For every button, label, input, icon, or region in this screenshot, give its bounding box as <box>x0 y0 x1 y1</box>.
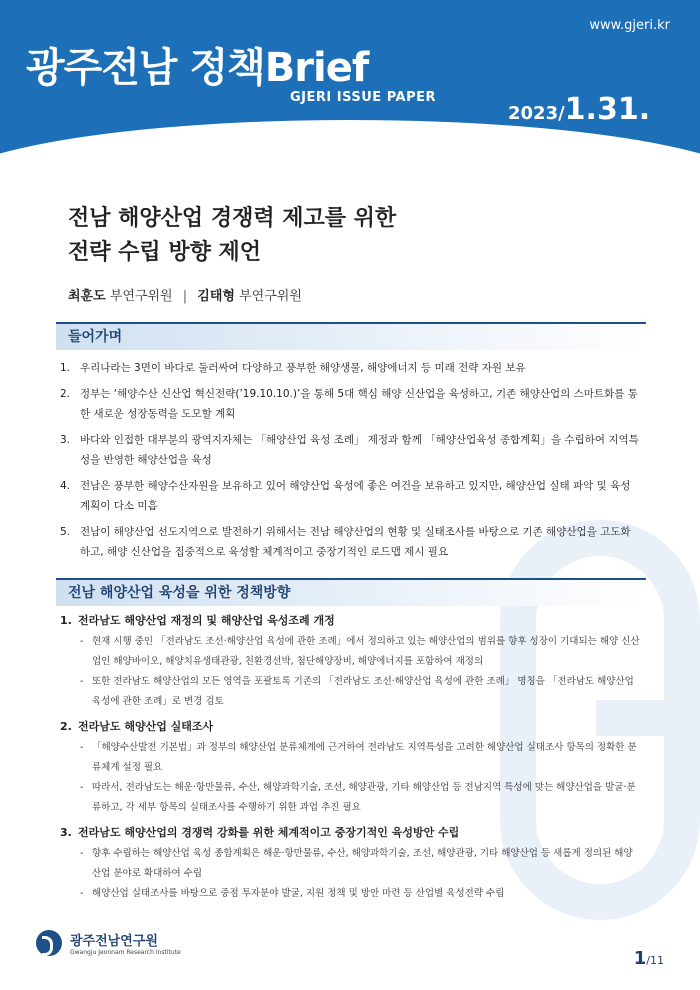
brand-title: 광주전남 정책Brief <box>26 45 369 91</box>
policy-sub-item-text: 현재 시행 중인 「전라남도 조선·해양산업 육성에 관한 조례」에서 정의하고 있는 해양산업의 범위를 향후 성장이 기대되는 해양 신산업인 해양바이오, 해양치유생태관광, 친환경선박, 첨단해양장비, 해양에너지를 포함하여 재정의 <box>92 636 640 667</box>
policy-list <box>60 610 640 908</box>
section-policy-title: 전남 해양산업 육성을 위한 정책방향 <box>68 585 291 601</box>
policy-sub-item: - 따라서, 전라남도는 해운·항만물류, 수산, 해양과학기술, 조선, 해양관광, 기타 해양산업 등 전남지역 특성에 맞는 해양산업을 발굴·분류하고, 각 세부 항목의 실태조사를 수행하기 위한 과업 추진 필요 <box>80 782 636 813</box>
policy-sub-item-text: 또한 전라남도 해양산업의 모든 영역을 포괄토록 기존의 「전라남도 조선·해양산업 육성에 관한 조례」 명칭을 「전라남도 해양산업 육성에 관한 조례」로 변경 검토 <box>92 676 634 707</box>
list-item-text: 바다와 인접한 대부분의 광역지자체는 「해양산업 육성 조례」 제정과 함께 「해양산업육성 종합계획」을 수립하여 지역특성을 반영한 해양산업을 육성 <box>80 434 639 466</box>
meta-issuer: · 발행인 | 박재영 <box>284 147 352 157</box>
policy-item <box>60 716 640 818</box>
document-title-line-1: 전남 해양산업 경쟁력 제고를 위한 <box>68 206 397 231</box>
contact-info <box>468 141 683 165</box>
publication-meta <box>26 144 490 157</box>
list-item-text: 정부는 ‘해양수산 신산업 혁신전략(’19.10.10.)’을 통해 5대 핵심 해양 신산업을 육성하고, 기존 해양산업의 스마트화를 통한 새로운 성장동력을 도모할 계획 <box>80 388 638 420</box>
list-item-text: 전남이 해양산업 선도지역으로 발전하기 위해서는 전남 해양산업의 현황 및 실태조사를 바탕으로 기존 해양산업을 고도화하고, 해양 신산업을 집중적으로 육성할 체계적이고 중장기적인 로드맵 제시 필요 <box>80 526 631 558</box>
site-url[interactable]: www.gjeri.kr <box>589 18 670 33</box>
author-1-name: 최훈도 <box>68 289 106 304</box>
policy-sub-item: - 또한 전라남도 해양산업의 모든 영역을 포괄토록 기존의 「전라남도 조선·해양산업 육성에 관한 조례」 명칭을 「전라남도 해양산업 육성에 관한 조례」로 변경 검토 <box>80 676 634 707</box>
policy-sub-item-text: 「해양수산발전 기본법」과 정부의 해양산업 분류체계에 근거하여 전라남도 지역특성을 고려한 해양산업 실태조사 항목의 정확한 분류체계 설정 필요 <box>92 742 637 773</box>
header-banner <box>0 0 700 178</box>
institute-name-ko: 광주전남연구원 <box>70 934 158 949</box>
policy-item-title-text: 전라남도 해양산업 재정의 및 해양산업 육성조례 개정 <box>78 614 335 627</box>
policy-sub-item-text: 따라서, 전라남도는 해운·항만물류, 수산, 해양과학기술, 조선, 해양관광, 기타 해양산업 등 전남지역 특성에 맞는 해양산업을 발굴·분류하고, 각 세부 항목의 실태조사를 수행하기 위한 과업 추진 필요 <box>92 782 636 813</box>
list-item-number: 1. <box>60 362 71 374</box>
list-item-text: 우리나라는 3면이 바다로 둘러싸여 다양하고 풍부한 해양생물, 해양에너지 등 미래 전략 자원 보유 <box>80 362 526 374</box>
author-2-role: 부연구위원 <box>239 289 302 304</box>
list-item-number: 3. <box>60 434 71 446</box>
policy-item-title-text: 전라남도 해양산업 실태조사 <box>78 720 214 733</box>
policy-sub-item-text: 향후 수립하는 해양산업 육성 종합계획은 해운·항만물류, 수산, 해양과학기술, 조선, 해양관광, 기타 해양산업 등 새롭게 정의된 해양산업 분야로 확대하여 수립 <box>92 848 633 879</box>
policy-sub-item: - 현재 시행 중인 「전라남도 조선·해양산업 육성에 관한 조례」에서 정의하고 있는 해양산업의 범위를 향후 성장이 기대되는 해양 신산업인 해양바이오, 해양치유생태관광, 친환경선박, 첨단해양장비, 해양에너지를 포함하여 재정의 <box>80 636 640 667</box>
policy-item <box>60 610 640 712</box>
issue-date <box>508 92 650 127</box>
list-item <box>60 358 640 378</box>
policy-item-title <box>60 610 640 632</box>
list-item-number: 2. <box>60 388 71 400</box>
policy-sub-item: - 향후 수립하는 해양산업 육성 종합계획은 해운·항만물류, 수산, 해양과학기술, 조선, 해양관광, 기타 해양산업 등 새롭게 정의된 해양산업 분야로 확대하여 수립 <box>80 848 633 879</box>
document-title <box>68 202 628 270</box>
policy-item-title <box>60 716 640 738</box>
list-item-text: 전남은 풍부한 해양수산자원을 보유하고 있어 해양산업 육성에 좋은 여건을 보유하고 있지만, 해양산업 실태 파악 및 육성계획이 다소 미흡 <box>80 480 631 512</box>
page-total: /11 <box>646 954 664 967</box>
policy-item <box>60 822 640 904</box>
issue-paper-label: GJERI ISSUE PAPER <box>290 90 437 105</box>
institute-logo <box>36 930 181 956</box>
policy-item-number: 1. <box>60 614 72 627</box>
policy-sub-item-text: 해양산업 실태조사를 바탕으로 중점 투자분야 발굴, 지원 정책 및 방안 마련 등 산업별 육성전략 수립 <box>92 888 505 899</box>
page-number <box>634 948 664 969</box>
section-policy-header <box>56 578 646 606</box>
institute-logo-icon <box>36 930 62 956</box>
issue-date-year: 2023/ <box>508 103 565 124</box>
issue-date-month-day: 1.31. <box>564 92 651 127</box>
institute-name-en: Gwangju Jeonnam Research Institute <box>70 949 181 956</box>
institute-logo-text <box>70 930 181 956</box>
list-item-number: 4. <box>60 480 71 492</box>
meta-editorial-board: · 편집위원회 | 조창완, 김현철 <box>364 147 480 157</box>
contact-line-2: 김태형(kth@gjeri.kr) <box>518 154 607 164</box>
list-item <box>60 384 640 424</box>
policy-item-number: 3. <box>60 826 72 839</box>
section-intro-title: 들어가며 <box>68 329 123 345</box>
section-intro-header <box>56 322 646 350</box>
list-item <box>60 522 640 562</box>
author-1-role: 부연구위원 <box>109 289 173 304</box>
list-item <box>60 476 640 516</box>
list-item-number: 5. <box>60 526 71 538</box>
list-item <box>60 430 640 470</box>
document-title-line-2: 전략 수립 방향 제언 <box>68 240 261 265</box>
meta-publisher: · 발행처 | 광주전남연구원 <box>170 147 272 157</box>
policy-item-number: 2. <box>60 720 72 733</box>
intro-list <box>60 358 640 568</box>
authors <box>68 285 302 304</box>
contact-line-1: ※ 내용문의 : 최훈도(hdchoi@gjeri.kr), <box>468 142 629 152</box>
author-separator: | <box>182 289 188 304</box>
meta-brief-number: GJERI POLICY BRIEF | No. 253 <box>26 147 158 157</box>
author-2-name: 김태형 <box>197 289 235 304</box>
page-current: 1 <box>633 948 647 969</box>
policy-sub-item: - 해양산업 실태조사를 바탕으로 중점 투자분야 발굴, 지원 정책 및 방안 마련 등 산업별 육성전략 수립 <box>80 888 505 899</box>
policy-item-title <box>60 822 640 844</box>
policy-sub-item: - 「해양수산발전 기본법」과 정부의 해양산업 분류체계에 근거하여 전라남도 지역특성을 고려한 해양산업 실태조사 항목의 정확한 분류체계 설정 필요 <box>80 742 637 773</box>
policy-item-title-text: 전라남도 해양산업의 경쟁력 강화를 위한 체계적이고 중장기적인 육성방안 수립 <box>78 826 460 839</box>
